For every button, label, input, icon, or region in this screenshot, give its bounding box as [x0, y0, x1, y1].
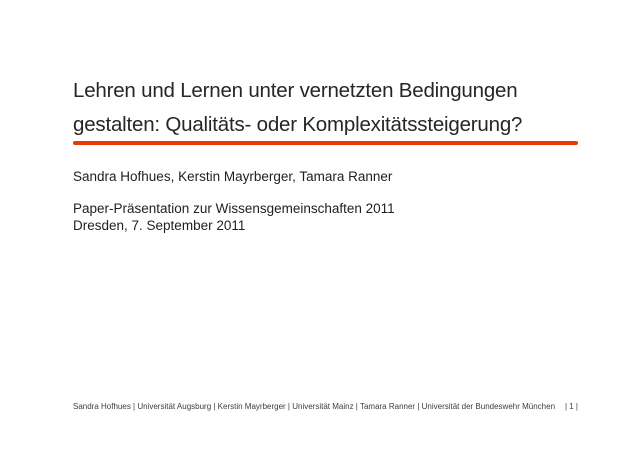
slide-title — [73, 74, 593, 142]
footer-affiliations: Sandra Hofhues | Universität Augsburg | Kerstin Mayrberger | Universität Mainz | Tamara Ranner | Universität der Bundeswehr München — [73, 402, 556, 411]
event-info — [73, 200, 395, 234]
slide-footer — [73, 402, 578, 412]
title-underline-rule — [73, 141, 578, 145]
slide-title-line2: gestalten: Qualitäts- oder Komplexitätssteigerung? — [73, 113, 523, 136]
slide-title-line1: Lehren und Lernen unter vernetzten Bedingungen — [73, 79, 518, 102]
footer-page-number: | 1 | — [564, 402, 578, 411]
authors-line: Sandra Hofhues, Kerstin Mayrberger, Tamara Ranner — [73, 169, 393, 184]
event-date-location: Dresden, 7. September 2011 — [73, 218, 246, 233]
event-name: Paper-Präsentation zur Wissensgemeinschaften 2011 — [73, 201, 395, 216]
